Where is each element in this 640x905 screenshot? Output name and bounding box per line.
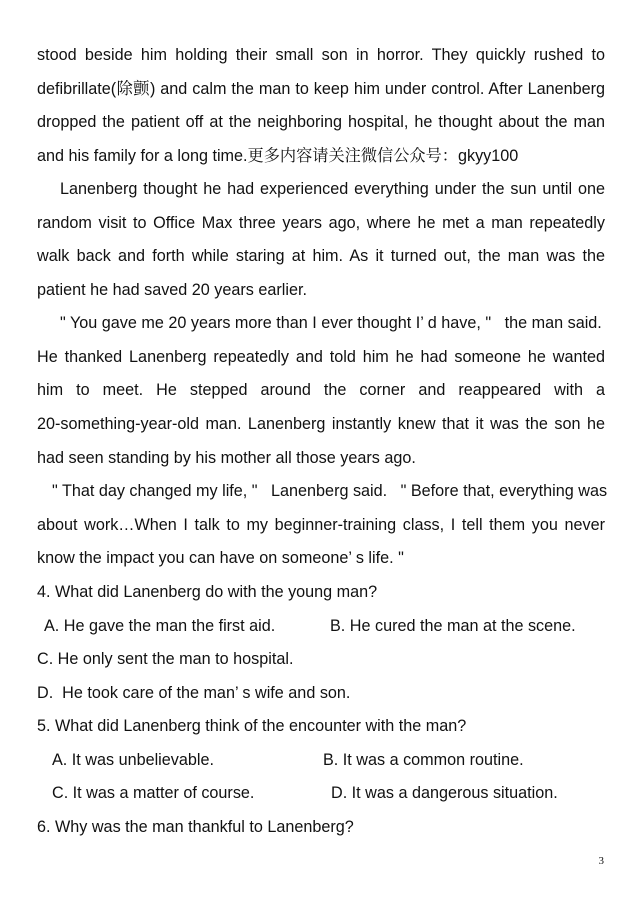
option-c: C. He only sent the man to hospital. <box>37 650 294 668</box>
passage-line: had seen standing by his mother all those years ago. <box>37 449 416 467</box>
option-d: D. He took care of the man’ s wife and son. <box>37 684 351 702</box>
passage-line: know the impact you can have on someone’ s life. " <box>37 549 404 567</box>
passage-line: defibrillate(除颤) and calm the man to keep him under control. After Lanenberg <box>37 80 605 98</box>
option-b: B. He cured the man at the scene. <box>330 617 576 635</box>
option-a: A. It was unbelievable. <box>52 751 214 769</box>
option-a: A. He gave the man the first aid. <box>44 617 276 635</box>
question-stem: 6. Why was the man thankful to Lanenberg? <box>37 818 354 836</box>
passage-line: walk back and forth while staring at him. As it turned out, the man was the <box>37 247 605 265</box>
passage-line: Lanenberg thought he had experienced everything under the sun until one <box>60 180 605 198</box>
passage-line: He thanked Lanenberg repeatedly and told him he had someone he wanted <box>37 348 605 366</box>
question-stem: 4. What did Lanenberg do with the young man? <box>37 583 378 601</box>
passage-line: patient he had saved 20 years earlier. <box>37 281 307 299</box>
page-number: 3 <box>598 855 604 867</box>
passage-line: about work…When I talk to my beginner-training class, I tell them you never <box>37 516 605 534</box>
passage-line: him to meet. He stepped around the corner and reappeared with a <box>37 381 605 399</box>
option-d: D. It was a dangerous situation. <box>331 784 558 802</box>
question-stem: 5. What did Lanenberg think of the encounter with the man? <box>37 717 467 735</box>
passage-line: random visit to Office Max three years ago, where he met a man repeatedly <box>37 214 605 232</box>
passage-line: stood beside him holding their small son in horror. They quickly rushed to <box>37 46 605 64</box>
passage-line: " You gave me 20 years more than I ever thought I’ d have, " the man said. <box>60 314 602 332</box>
option-b: B. It was a common routine. <box>323 751 524 769</box>
passage-line: and his family for a long time.更多内容请关注微信公众号：gkyy100 <box>37 147 519 165</box>
passage-line: " That day changed my life, " Lanenberg said. " Before that, everything was <box>52 482 608 500</box>
passage-line: dropped the patient off at the neighboring hospital, he thought about the man <box>37 113 605 131</box>
passage-line: 20-something-year-old man. Lanenberg instantly knew that it was the son he <box>37 415 605 433</box>
option-c: C. It was a matter of course. <box>52 784 255 802</box>
